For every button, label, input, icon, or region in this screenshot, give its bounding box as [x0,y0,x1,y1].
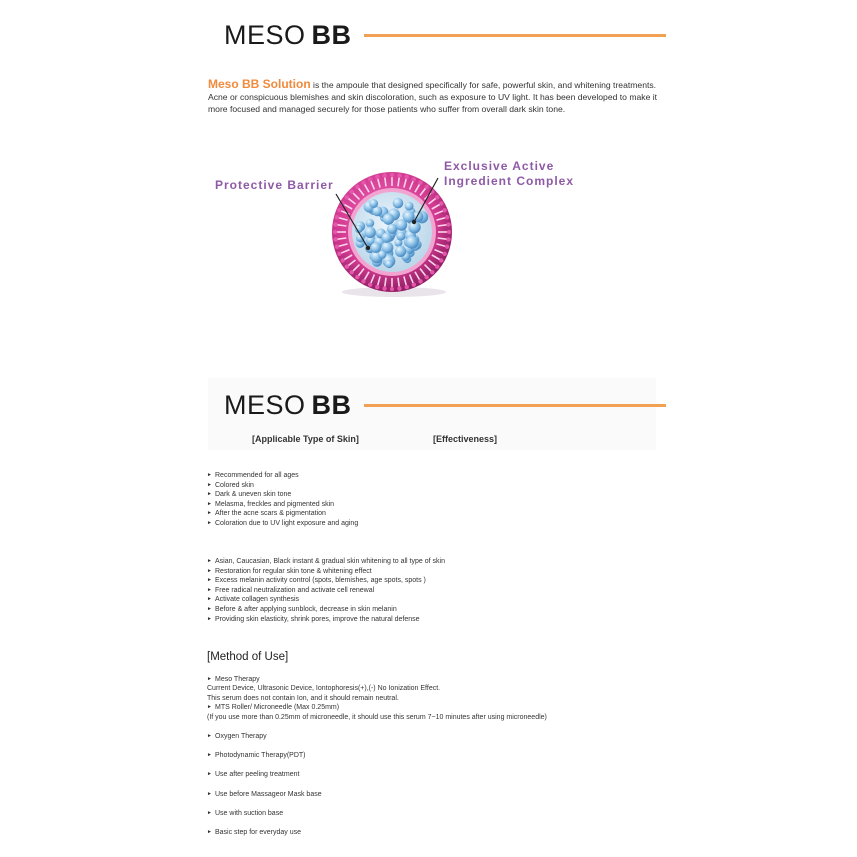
membrane-head [390,173,394,177]
bullet-icon: ► [207,596,212,603]
method-meso-detail-2: This serum does not contain Ion, and it should remain neutral. [207,695,399,702]
membrane-head [446,222,450,226]
membrane-head [435,264,439,268]
method-meso-therapy: ► Meso Therapy [207,676,260,683]
ingredient-particle [385,260,393,268]
skin-type-list [207,471,358,529]
membrane-head [361,180,365,184]
membrane-head [412,282,416,286]
membrane-head [435,195,439,199]
membrane-head [333,222,337,226]
membrane-head [382,173,386,177]
orange-rule [364,34,666,37]
section-title: MESO BB [224,390,352,420]
liposome-illustration [208,152,592,304]
method-suction: ► Use with suction base [207,810,284,817]
bullet-icon: ► [207,615,212,622]
membrane-head [345,195,349,199]
method-basic: ► Basic step for everyday use [207,829,301,836]
bullet-icon: ► [207,519,212,526]
bullet-icon: ► [207,558,212,564]
membrane-head [418,180,422,184]
list-item: ► Asian, Caucasian, Black instant & gradual skin whitening to all type of skin [207,558,445,565]
membrane-head [446,237,450,241]
membrane-head [335,245,339,249]
ingredient-particle [405,202,414,211]
list-item: ► Dark & uneven skin tone [207,491,292,499]
bullet-icon: ► [207,829,212,835]
bullet-icon: ► [207,810,212,816]
membrane-head [412,177,416,181]
membrane-head [439,201,443,205]
ingredient-particle [387,224,397,234]
membrane-head [397,286,401,290]
ingredient-particle [406,236,419,249]
membrane-head [442,208,446,212]
membrane-head [340,258,344,262]
ingredient-particle [396,232,405,241]
effectiveness-heading: [Effectiveness] [433,434,498,444]
membrane-head [355,185,359,189]
membrane-head [355,275,359,279]
list-item: ► Coloration due to UV light exposure and aging [207,519,359,527]
list-item: ► Before & after applying sunblock, decrease in skin melanin [207,605,397,613]
membrane-head [405,175,409,179]
bullet-icon: ► [207,577,212,584]
method-mts: ► MTS Roller/ Microneedle (Max 0.25mm) [207,704,340,711]
ingredient-particle [366,219,375,228]
membrane-head [424,185,428,189]
bullet-icon: ► [207,567,212,574]
intro-text: is the ampoule that designed specifically for safe, powerful skin, and whitening treatments. Acne or conspicuous blemishes and skin discoloration, such as exposure to UV light. It has been developed to make it more focused and managed securely for those patients who suffer from overall dark skin tone. [208,80,658,114]
list-item: ► Excess melanin activity control (spots, blemishes, age spots, spots ) [207,577,426,585]
membrane-head [442,252,446,256]
membrane-head [375,285,379,289]
ingredient-particle [369,199,378,208]
membrane-head [375,175,379,179]
list-item: ► Melasma, freckles and pigmented skin [207,500,335,508]
membrane-head [337,208,341,212]
ingredient-complex-label: Ingredient Complex [444,174,575,188]
membrane-head [430,270,434,274]
ingredient-particle [393,198,404,209]
method-meso-detail-1: Current Device, Ultrasonic Device, Iontophoresis(+),(-) No Ionization Effect. [207,685,441,692]
list-item: ► Recommended for all ages [207,472,299,479]
skin-type-heading: [Applicable Type of Skin] [252,434,359,444]
list-item: ► Free radical neutralization and activate cell renewal [207,586,375,594]
membrane-head [333,237,337,241]
membrane-head [349,270,353,274]
intro-paragraph [208,78,660,115]
ingredient-particle [382,232,392,242]
method-mask: ► Use before Massageor Mask base [207,791,322,798]
orange-rule [364,404,666,407]
brand-name: Meso BB Solution [208,77,311,91]
bullet-icon: ► [207,676,212,682]
membrane-head [445,245,449,249]
bullet-icon: ► [207,472,212,478]
membrane-head [424,275,428,279]
list-item: ► Activate collagen synthesis [207,596,300,604]
membrane-head [361,279,365,283]
membrane-head [439,258,443,262]
membrane-head [368,177,372,181]
membrane-head [390,287,394,291]
protective-barrier-label: Protective Barrier [215,178,334,192]
membrane-head [445,215,449,219]
bullet-icon: ► [207,586,212,593]
list-item: ► Restoration for regular skin tone & whitening effect [207,567,372,575]
bullet-icon: ► [207,605,212,612]
bullet-icon: ► [207,500,212,507]
exclusive-active-label: Exclusive Active [444,159,555,173]
ingredient-particle [364,227,376,239]
ingredient-particle [395,246,406,257]
bullet-icon: ► [207,752,212,758]
membrane-head [397,173,401,177]
method-of-use-heading: [Method of Use] [207,651,289,663]
list-item: ► After the acne scars & pigmentation [207,510,326,518]
membrane-head [345,264,349,268]
ingredient-particle [378,251,386,259]
list-item: ► Colored skin [207,481,254,489]
membrane-head [337,252,341,256]
barrier-pointer-dot [366,246,370,250]
bullet-icon: ► [207,733,212,739]
effectiveness-list [207,557,445,624]
bullet-icon: ► [207,510,212,517]
bullet-icon: ► [207,791,212,797]
bullet-icon: ► [207,481,212,488]
ingredient-particle [383,213,394,224]
membrane-head [382,286,386,290]
method-peeling: ► Use after peeling treatment [207,771,300,778]
complex-pointer-dot [412,220,416,224]
list-item: ► Providing skin elasticity, shrink pores, improve the natural defense [207,615,420,623]
membrane-head [447,230,451,234]
ingredient-particle [371,242,382,253]
membrane-head [333,230,337,234]
membrane-head [405,285,409,289]
membrane-head [335,215,339,219]
membrane-head [368,282,372,286]
bullet-icon: ► [207,704,212,710]
section-header-meso-bb-2 [224,390,666,421]
section-header-meso-bb-1 [224,20,666,51]
bullet-icon: ► [207,491,212,498]
method-oxygen: ► Oxygen Therapy [207,733,267,740]
method-pdt: ► Photodynamic Therapy(PDT) [207,752,306,759]
membrane-head [418,279,422,283]
membrane-head [349,189,353,193]
method-mts-detail: (If you use more than 0.25mm of microneedle, it should use this serum 7~10 minutes after using microneedle) [207,714,547,721]
page-title: MESO BB [224,20,352,50]
bullet-icon: ► [207,771,212,777]
